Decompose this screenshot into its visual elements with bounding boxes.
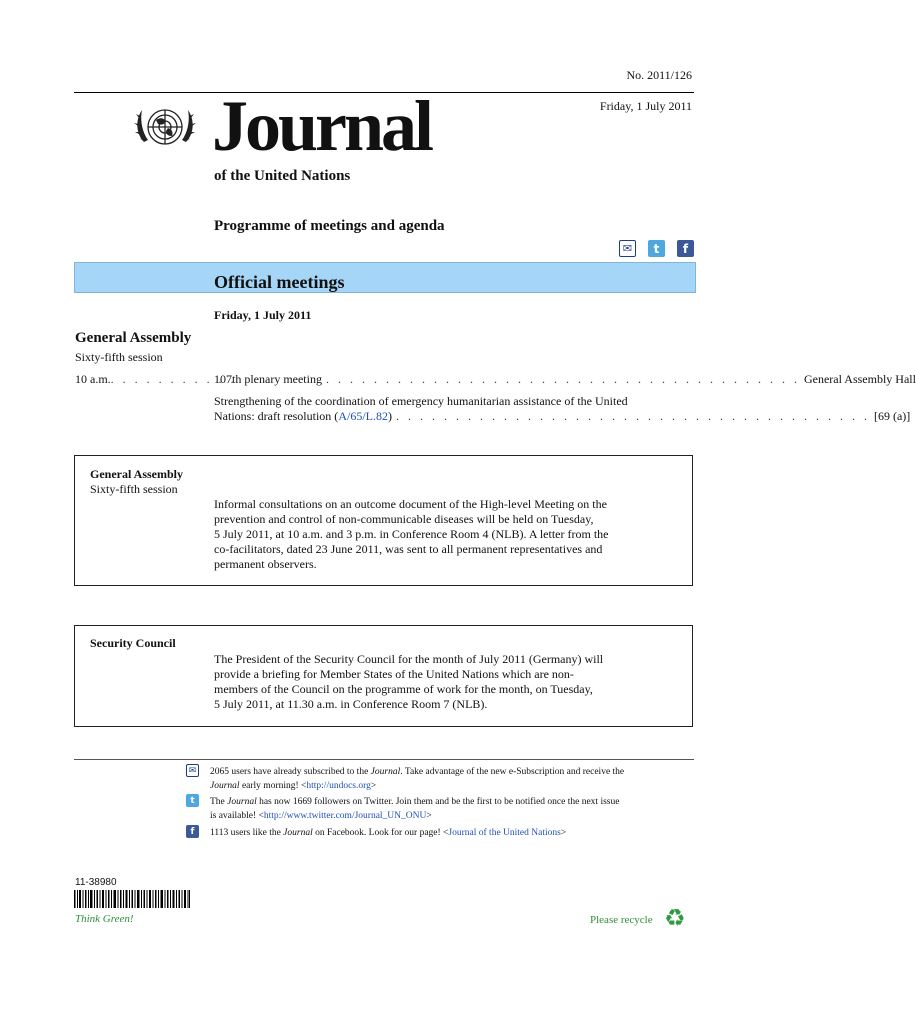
notice-line: provide a briefing for Member States of the United Nations which are non- — [214, 667, 574, 681]
notice-title: General Assembly — [90, 467, 183, 481]
undocs-link[interactable]: http://undocs.org — [306, 781, 371, 791]
masthead-subtitle: of the United Nations — [214, 168, 351, 184]
meeting-name: 107th plenary meeting — [214, 372, 322, 386]
un-emblem-icon — [130, 98, 200, 158]
agenda-item-line2 — [214, 409, 911, 424]
twitter-icon[interactable]: t — [186, 794, 199, 807]
facebook-icon[interactable]: f — [677, 240, 694, 257]
notice-subtitle: Sixty-fifth session — [90, 482, 178, 496]
note-italic: Journal — [227, 797, 257, 807]
notice-line: Informal consultations on an outcome document of the High-level Meeting on the — [214, 497, 607, 511]
note-text: > — [370, 781, 377, 791]
meeting-venue: General Assembly Hall — [803, 372, 916, 386]
envelope-icon[interactable]: ✉ — [186, 764, 199, 777]
note-italic: Journal — [210, 781, 240, 791]
notice-line: 5 July 2011, at 11.30 a.m. in Conference Room 7 (NLB). — [214, 697, 488, 711]
notice-line: members of the Council on the programme of work for the month, on Tuesday, — [214, 682, 593, 696]
organ-heading: General Assembly — [75, 330, 192, 346]
meeting-row — [214, 372, 916, 387]
note-text: is available! < — [210, 811, 264, 821]
note-text: . Take advantage of the new e-Subscription and receive the — [400, 767, 625, 777]
section-title: Official meetings — [214, 272, 345, 292]
note-text: > — [426, 811, 432, 821]
envelope-icon[interactable]: ✉ — [619, 240, 636, 257]
note-italic: Journal — [370, 767, 401, 777]
note-text: The — [210, 797, 228, 807]
dot-leader: . . . . . . . . . . . — [110, 372, 237, 386]
agenda-item-line1: Strengthening of the coordination of emergency humanitarian assistance of the United — [214, 394, 628, 408]
barcode-icon — [74, 890, 190, 908]
twitter-link[interactable]: http://www.twitter.com/Journal_UN_ONU — [263, 811, 427, 821]
twitter-icon[interactable]: t — [648, 240, 665, 257]
masthead-title: Journal — [212, 86, 432, 166]
note-text: 1113 users like the — [210, 828, 284, 838]
notice-line: permanent observers. — [214, 557, 317, 571]
social-links — [619, 240, 694, 257]
issue-date: Friday, 1 July 2011 — [599, 99, 692, 113]
document-number: No. 2011/126 — [626, 68, 692, 82]
meeting-time-text: 10 a.m. — [75, 372, 111, 386]
footer-rule — [74, 759, 694, 760]
notice-line: 5 July 2011, at 10 a.m. and 3 p.m. in Conference Room 4 (NLB). A letter from the — [214, 527, 609, 541]
note-italic: Journal — [283, 828, 313, 838]
facebook-icon[interactable]: f — [186, 825, 199, 838]
facebook-page-link[interactable]: Journal of the United Nations — [448, 828, 561, 838]
notice-body — [214, 652, 603, 712]
agenda-item-text: Nations: draft resolution ( — [214, 409, 339, 423]
notice-line: co-facilitators, dated 23 June 2011, was sent to all permanent representatives and — [214, 542, 603, 556]
note-text: > — [560, 828, 567, 838]
agenda-item-close: ) — [387, 409, 392, 423]
dot-leader: . . . . . . . . . . . . . . . . . . . . . . . . . . . . . . . . . . . . . . . . — [395, 409, 870, 423]
session-label: Sixty-fifth session — [75, 350, 163, 364]
please-recycle-label: Please recycle — [590, 914, 653, 926]
meetings-date: Friday, 1 July 2011 — [214, 308, 312, 322]
agenda-item-ref: [69 (a)] — [873, 409, 911, 423]
email-subscription-note — [210, 765, 690, 793]
note-text: 2065 users have already subscribed to the — [210, 767, 371, 777]
dot-leader: . . . . . . . . . . . . . . . . . . . . . . . . . . . . . . . . . . . . . . . . — [325, 372, 800, 386]
notice-title: Security Council — [90, 636, 176, 650]
notice-line: prevention and control of non-communicable diseases will be held on Tuesday, — [214, 512, 594, 526]
meeting-time — [75, 372, 237, 387]
notice-line: The President of the Security Council for the month of July 2011 (Germany) will — [214, 652, 604, 666]
think-green-slogan: Think Green! — [75, 913, 134, 925]
note-text: on Facebook. Look for our page! < — [312, 828, 449, 838]
section-banner — [74, 262, 696, 293]
document-id: 11-38980 — [75, 877, 117, 888]
note-text: early morning! < — [239, 781, 307, 791]
twitter-note — [210, 795, 690, 823]
recycle-icon: ♻ — [664, 904, 686, 932]
programme-title: Programme of meetings and agenda — [214, 218, 445, 234]
resolution-link[interactable]: A/65/L.82 — [338, 409, 388, 423]
note-text: has now 1669 followers on Twitter. Join them and be the first to be notified once the next issue — [256, 797, 620, 807]
notice-body — [214, 497, 608, 572]
facebook-note — [210, 826, 690, 840]
